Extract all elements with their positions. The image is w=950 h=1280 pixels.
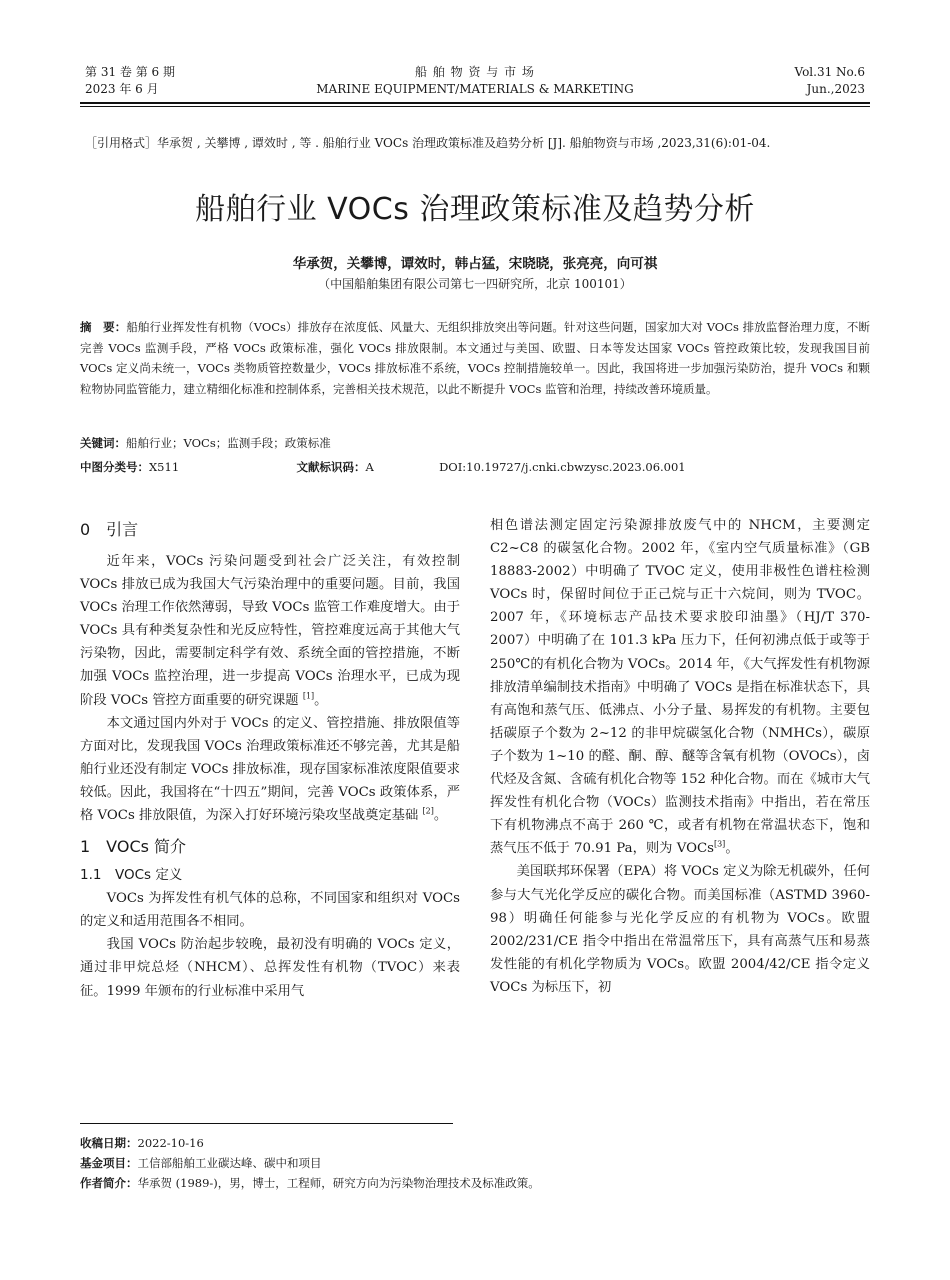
author-bio-value: 华承贺 (1989-)，男，博士，工程师，研究方向为污染物治理技术及标准政策。 (137, 1176, 540, 1190)
section-0-heading: 0 引言 (80, 520, 139, 539)
paragraph-text: 本文通过国内外对于 VOCs 的定义、管控措施、排放限值等方面对比，发现我国 VOCs 治理政策标准还不够完善，尤其是船舶行业还没有制定 VOCs 排放标准，现存国家标准浓度限值要求较低。因此，我国将在“十四五”期间，完善 VOCs 政策体系，严格 VOCs 排放限值，为深入打好环境污染攻坚战奠定基础 (80, 715, 460, 824)
header-rule-thin (80, 106, 870, 107)
reference-marker[interactable]: [3] (713, 839, 726, 849)
received-value: 2022-10-16 (137, 1136, 204, 1150)
received-label: 收稿日期： (80, 1136, 138, 1150)
keywords (80, 433, 870, 453)
citation-text: 华承贺 , 关攀博 , 谭效时 , 等 . 船舶行业 VOCs 治理政策标准及趋势分析 [J]. 船舶物资与市场 ,2023,31(6):01-04. (157, 136, 771, 150)
keywords-text: 船舶行业；VOCs；监测手段；政策标准 (126, 436, 331, 450)
body-right-column (490, 514, 870, 999)
reference-marker[interactable]: [1] (302, 691, 315, 701)
paragraph (490, 514, 870, 860)
author-bio-label: 作者简介： (80, 1176, 138, 1190)
volume-issue: 第 31 卷 第 6 期 (85, 65, 175, 79)
clc-label: 中图分类号： (80, 460, 149, 474)
doc-code-label: 文献标识码： (296, 460, 366, 474)
received-date (80, 1133, 870, 1153)
section-1-heading: 1 VOCs 简介 (80, 837, 187, 857)
abstract-text: 船舶行业挥发性有机物（VOCs）排放存在浓度低、风量大、无组织排放突出等问题。针对这些问题，国家加大对 VOCs 排放监督治理力度，不断完善 VOCs 监测手段，严格 VOCs 政策标准，强化 VOCs 排放限制。本文通过与美国、欧盟、日本等发达国家 VOCs 管控政策比较，发现我国目前 VOCs 定义尚未统一，VOCs 类物质管控数量少，VOCs 排放标准不系统，VOCs 控制措施较单一。因此，我国将进一步加强污染防治，提升 VOCs 和颗粒物协同监管能力，建立精细化标准和控制体系，完善相关技术规范，以此不断提升 VOCs 监管和治理，持续改善环境质量。 (80, 320, 870, 396)
fund-project (80, 1153, 870, 1173)
paragraph-end: 。 (725, 841, 739, 857)
issue-date: 2023 年 6 月 (85, 82, 159, 96)
paragraph: 美国联邦环保署（EPA）将 VOCs 定义为除无机碳外，任何参与大气光化学反应的碳化合物。而美国标准（ASTMD 3960-98）明确任何能参与光化学反应的有机物为 VOCs。欧盟 2002/231/CE 指令中指出在常温常压下，具有高蒸气压和易蒸发性能的有机化学物质为 VOCs。欧盟 2004/42/CE 指令定义 VOCs 为标压下，初 (490, 864, 870, 995)
fund-value: 工信部船舶工业碳达峰、碳中和项目 (137, 1156, 322, 1170)
paragraph-end: 。 (314, 692, 328, 708)
paper-title: 船舶行业 VOCs 治理政策标准及趋势分析 (195, 192, 755, 227)
body-left-column (80, 518, 460, 1003)
doc-code-value: A (365, 460, 374, 474)
author-list: 华承贺，关攀博，谭效时，韩占猛，宋晓晓，张亮亮，向可祺 (292, 256, 658, 272)
reference-marker[interactable]: [2] (422, 806, 434, 816)
classification-line (80, 457, 870, 477)
paragraph (80, 712, 460, 827)
header-rule-thick (80, 102, 870, 104)
doi: DOI:10.19727/j.cnki.cbwzysc.2023.06.001 (439, 460, 686, 474)
paragraph-text: 近年来，VOCs 污染问题受到社会广泛关注，有效控制 VOCs 排放已成为我国大气污染治理中的重要问题。目前，我国 VOCs 治理工作依然薄弱，导致 VOCs 监管工作难度增大。由于 VOCs 具有种类复杂性和光反应特性，管控难度远高于其他大气污染物，因此，需要制定科学有效、系统全面的管控措施，不断加强 VOCs 监控治理，进一步提高 VOCs 治理水平，已成为现阶段 VOCs 管控方面重要的研究课题 (80, 554, 460, 708)
keywords-label: 关键词： (80, 436, 126, 450)
paragraph (80, 550, 460, 712)
paragraph: 我国 VOCs 防治起步较晚，最初没有明确的 VOCs 定义，通过非甲烷总烃（NHCM）、总挥发性有机物（TVOC）来表征。1999 年颁布的行业标准中采用气 (80, 937, 460, 999)
paragraph-end: 。 (433, 808, 448, 824)
journal-name-en: MARINE EQUIPMENT/MATERIALS & MARKETING (316, 82, 634, 96)
issue-date-en: Jun.,2023 (806, 82, 865, 96)
citation-format (85, 134, 885, 152)
section-1-1-heading: 1.1 VOCs 定义 (80, 867, 183, 884)
clc-value: X511 (149, 460, 180, 474)
journal-name-cn: 船 舶 物 资 与 市 场 (415, 65, 535, 79)
footnote-rule (80, 1123, 453, 1124)
volume-issue-en: Vol.31 No.6 (794, 65, 865, 79)
footnote (80, 1133, 870, 1193)
affiliation: （中国船舶集团有限公司第七一四研究所，北京 100101） (318, 277, 632, 291)
fund-label: 基金项目： (80, 1156, 138, 1170)
author-bio (80, 1173, 870, 1193)
paragraph-text: 相色谱法测定固定污染源排放废气中的 NHCM，主要测定 C2~C8 的碳氢化合物。2002 年，《室内空气质量标准》（GB 18883-2002）中明确了 TVOC 定义，使用非极性色谱柱检测 VOCs 时，保留时间位于正己烷与正十六烷间，则为 TVOC。2007 年，《环境标志产品技术要求胶印油墨》（HJ/T 370-2007）中明确了在 101.3 kPa 压力下，任何初沸点低于或等于 250℃的有机化合物为 VOCs。2014 年，《大气挥发性有机物源排放清单编制技术指南》中明确了 VOCs 是指在标准状态下，具有高饱和蒸气压、低沸点、小分子量、易挥发的有机物。主要包括碳原子个数为 2~12 的非甲烷碳氢化合物（NMHCs），碳原子个数为 1~10 的醛、酮、醇、醚等含氧有机物（OVOCs），卤代烃及含氮、含硫有机化合物等 152 种化合物。而在《城市大气挥发性有机化合物（VOCs）监测技术指南》中指出，若在常压下有机物沸点不高于 260 ℃，或者有机物在常温状态下，饱和蒸气压不低于 70.91 Pa，则为 VOCs (490, 518, 870, 857)
paragraph: VOCs 为挥发性有机气体的总称，不同国家和组织对 VOCs 的定义和适用范围各不相同。 (80, 891, 460, 930)
journal-volume-issue-en (715, 64, 865, 98)
citation-label: ［引用格式］ (85, 136, 158, 150)
abstract-label: 摘 要： (80, 320, 127, 334)
abstract (80, 317, 870, 399)
